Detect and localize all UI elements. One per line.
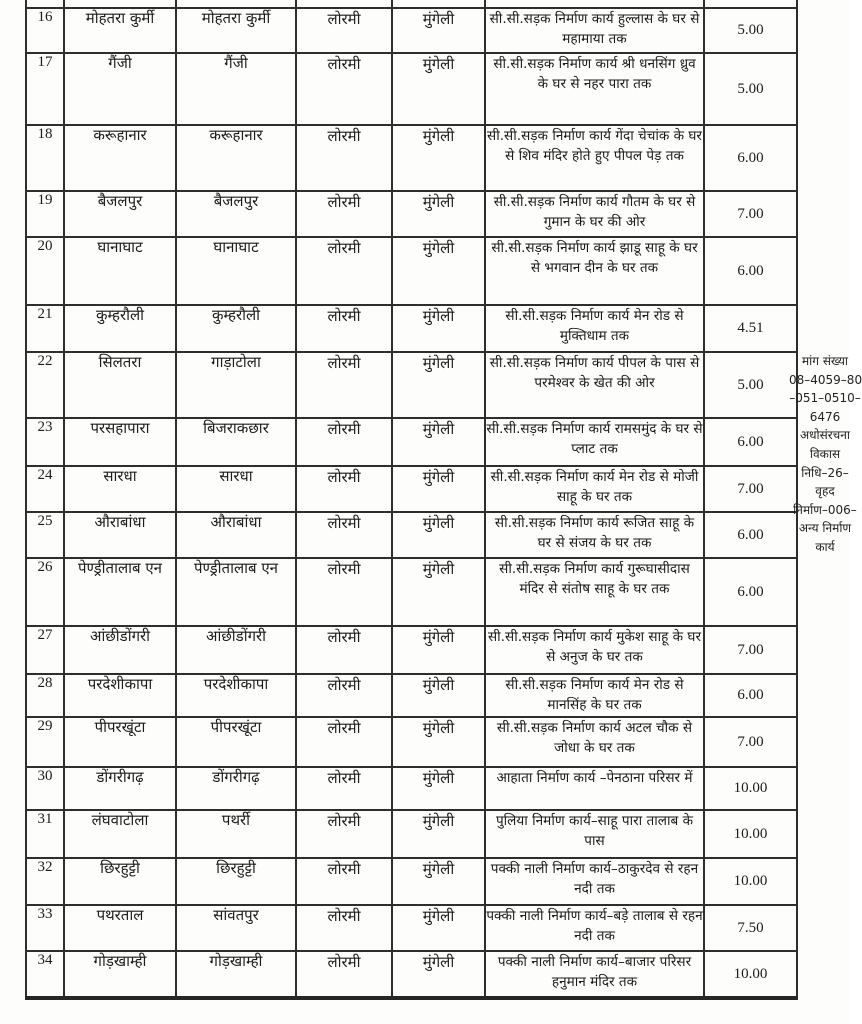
table-row — [26, 8, 797, 53]
village-name-cell: गाड़ाटोला — [176, 352, 296, 418]
previous-row-fragment — [26, 0, 797, 8]
block-cell: लोरमी — [296, 466, 392, 512]
work-description-cell: पक्की नाली निर्माण कार्य–बड़े तालाब से रहन नदी तक — [485, 905, 704, 951]
district-cell: मुंगेली — [392, 767, 485, 810]
table-row — [26, 951, 797, 998]
work-description-cell: सी.सी.सड़क निर्माण कार्य मेन रोड से मोजी साहू के घर तक — [485, 466, 704, 512]
table-row — [26, 237, 797, 305]
block-cell: लोरमी — [296, 418, 392, 466]
block-cell: लोरमी — [296, 237, 392, 305]
panchayat-name-cell: गोड़खाम्ही — [64, 951, 176, 998]
budget-head-note-line: विकास — [809, 446, 841, 461]
district-cell: मुंगेली — [392, 305, 485, 352]
table-row — [26, 674, 797, 717]
district-cell: मुंगेली — [392, 418, 485, 466]
block-cell: लोरमी — [296, 558, 392, 626]
serial-number-cell: 30 — [26, 767, 64, 810]
panchayat-name-cell: परसहापारा — [64, 418, 176, 466]
work-description-cell: सी.सी.सड़क निर्माण कार्य मेन रोड से मुक्तिधाम तक — [485, 305, 704, 352]
district-cell: मुंगेली — [392, 674, 485, 717]
serial-number-cell: 20 — [26, 237, 64, 305]
panchayat-name-cell: छिरहुट्टी — [64, 858, 176, 905]
table-row — [26, 418, 797, 466]
block-cell: लोरमी — [296, 810, 392, 858]
serial-number-cell: 21 — [26, 305, 64, 352]
serial-number-cell: 17 — [26, 53, 64, 125]
amount-cell: 6.00 — [704, 674, 797, 717]
serial-number-cell: 18 — [26, 125, 64, 191]
panchayat-name-cell: डोंगरीगढ़ — [64, 767, 176, 810]
serial-number-cell: 32 — [26, 858, 64, 905]
village-name-cell: बिजराकछार — [176, 418, 296, 466]
budget-head-note-line: मांग संख्या — [801, 354, 849, 368]
budget-head-note-line: कार्य — [815, 539, 835, 554]
block-cell: लोरमी — [296, 905, 392, 951]
block-cell: लोरमी — [296, 53, 392, 125]
village-name-cell: कुम्हरौली — [176, 305, 296, 352]
block-cell: लोरमी — [296, 858, 392, 905]
panchayat-name-cell: गैंजी — [64, 53, 176, 125]
panchayat-name-cell: आंछीडोंगरी — [64, 626, 176, 674]
panchayat-name-cell: पेण्ड्रीतालाब एन — [64, 558, 176, 626]
serial-number-cell: 26 — [26, 558, 64, 626]
works-table-body — [26, 0, 797, 998]
work-description-cell: आहाता निर्माण कार्य –पेनठाना परिसर में — [485, 767, 704, 810]
block-cell: लोरमी — [296, 626, 392, 674]
village-name-cell: गैंजी — [176, 53, 296, 125]
block-cell: लोरमी — [296, 674, 392, 717]
district-cell: मुंगेली — [392, 53, 485, 125]
serial-number-cell: 33 — [26, 905, 64, 951]
panchayat-name-cell: सिलतरा — [64, 352, 176, 418]
table-row — [26, 858, 797, 905]
previous-row-fragment-cell — [704, 0, 797, 8]
work-description-cell: सी.सी.सड़क निर्माण कार्य अटल चौक से जोधा के घर तक — [485, 717, 704, 767]
block-cell: लोरमी — [296, 125, 392, 191]
block-cell: लोरमी — [296, 512, 392, 558]
amount-cell: 6.00 — [704, 237, 797, 305]
block-cell: लोरमी — [296, 717, 392, 767]
panchayat-name-cell: कुम्हरौली — [64, 305, 176, 352]
village-name-cell: करूहानार — [176, 125, 296, 191]
serial-number-cell: 25 — [26, 512, 64, 558]
district-cell: मुंगेली — [392, 558, 485, 626]
amount-cell: 10.00 — [704, 951, 797, 998]
amount-cell: 10.00 — [704, 767, 797, 810]
serial-number-cell: 16 — [26, 8, 64, 53]
work-description-cell: पुलिया निर्माण कार्य–साहू पारा तालाब के पास — [485, 810, 704, 858]
panchayat-name-cell: लंघवाटोला — [64, 810, 176, 858]
table-row — [26, 626, 797, 674]
table-row — [26, 352, 797, 418]
serial-number-cell: 19 — [26, 191, 64, 237]
district-cell: मुंगेली — [392, 626, 485, 674]
district-cell: मुंगेली — [392, 858, 485, 905]
work-description-cell: सी.सी.सड़क निर्माण कार्य रामसमुंद के घर से प्लाट तक — [485, 418, 704, 466]
village-name-cell: बैजलपुर — [176, 191, 296, 237]
amount-cell: 5.00 — [704, 352, 797, 418]
village-name-cell: छिरहुट्टी — [176, 858, 296, 905]
serial-number-cell: 34 — [26, 951, 64, 998]
block-cell: लोरमी — [296, 767, 392, 810]
village-name-cell: गोड़खाम्ही — [176, 951, 296, 998]
village-name-cell: आंछीडोंगरी — [176, 626, 296, 674]
table-row — [26, 53, 797, 125]
panchayat-name-cell: सारधा — [64, 466, 176, 512]
panchayat-name-cell: मोहतरा कुर्मी — [64, 8, 176, 53]
previous-row-fragment-cell — [392, 0, 485, 8]
village-name-cell: घानाघाट — [176, 237, 296, 305]
work-description-cell: सी.सी.सड़क निर्माण कार्य मेन रोड से मानसिंह के घर तक — [485, 674, 704, 717]
budget-head-note-line: वृहद — [815, 484, 835, 499]
district-cell: मुंगेली — [392, 905, 485, 951]
amount-cell: 10.00 — [704, 858, 797, 905]
district-cell: मुंगेली — [392, 125, 485, 191]
serial-number-cell: 23 — [26, 418, 64, 466]
table-row — [26, 125, 797, 191]
budget-head-note-line: –051–0510– — [789, 391, 861, 406]
village-name-cell: मोहतरा कुर्मी — [176, 8, 296, 53]
block-cell: लोरमी — [296, 305, 392, 352]
district-cell: मुंगेली — [392, 810, 485, 858]
serial-number-cell: 29 — [26, 717, 64, 767]
serial-number-cell: 27 — [26, 626, 64, 674]
works-table — [25, 0, 798, 1000]
table-row — [26, 466, 797, 512]
table-row — [26, 558, 797, 626]
amount-cell: 7.00 — [704, 466, 797, 512]
table-row — [26, 512, 797, 558]
budget-head-note-line: अन्य निर्माण — [798, 521, 852, 536]
work-description-cell: पक्की नाली निर्माण कार्य–बाजार परिसर हनुमान मंदिर तक — [485, 951, 704, 998]
amount-cell: 6.00 — [704, 558, 797, 626]
serial-number-cell: 22 — [26, 352, 64, 418]
block-cell: लोरमी — [296, 8, 392, 53]
district-cell: मुंगेली — [392, 352, 485, 418]
amount-cell: 6.00 — [704, 512, 797, 558]
work-description-cell: सी.सी.सड़क निर्माण कार्य पीपल के पास से परमेश्वर के खेत की ओर — [485, 352, 704, 418]
previous-row-fragment-cell — [26, 0, 64, 8]
panchayat-name-cell: घानाघाट — [64, 237, 176, 305]
serial-number-cell: 31 — [26, 810, 64, 858]
serial-number-cell: 24 — [26, 466, 64, 512]
district-cell: मुंगेली — [392, 191, 485, 237]
table-row — [26, 810, 797, 858]
district-cell: मुंगेली — [392, 512, 485, 558]
amount-cell: 7.00 — [704, 626, 797, 674]
previous-row-fragment-cell — [296, 0, 392, 8]
panchayat-name-cell: औराबांधा — [64, 512, 176, 558]
work-description-cell: सी.सी.सड़क निर्माण कार्य गेंदा चेचांक के घर से शिव मंदिर होते हुए पीपल पेड़ तक — [485, 125, 704, 191]
table-row — [26, 767, 797, 810]
amount-cell: 10.00 — [704, 810, 797, 858]
panchayat-name-cell: परदेशीकापा — [64, 674, 176, 717]
amount-cell: 6.00 — [704, 418, 797, 466]
amount-cell: 6.00 — [704, 125, 797, 191]
previous-row-fragment-cell — [485, 0, 704, 8]
work-description-cell: सी.सी.सड़क निर्माण कार्य हुल्लास के घर से महामाया तक — [485, 8, 704, 53]
amount-cell: 4.51 — [704, 305, 797, 352]
work-description-cell: सी.सी.सड़क निर्माण कार्य मुकेश साहू के घर से अनुज के घर तक — [485, 626, 704, 674]
district-cell: मुंगेली — [392, 237, 485, 305]
work-description-cell: सी.सी.सड़क निर्माण कार्य गुरूघासीदास मंदिर से संतोष साहू के घर तक — [485, 558, 704, 626]
village-name-cell: डोंगरीगढ़ — [176, 767, 296, 810]
work-description-cell: सी.सी.सड़क निर्माण कार्य गौतम के घर से गुमान के घर की ओर — [485, 191, 704, 237]
amount-cell: 7.50 — [704, 905, 797, 951]
budget-head-note — [789, 352, 861, 557]
budget-head-note-line: निधि–26– — [801, 465, 849, 480]
village-name-cell: सारधा — [176, 466, 296, 512]
table-row — [26, 717, 797, 767]
block-cell: लोरमी — [296, 191, 392, 237]
block-cell: लोरमी — [296, 951, 392, 998]
district-cell: मुंगेली — [392, 717, 485, 767]
budget-head-note-line: 08–4059–80 — [789, 372, 862, 387]
village-name-cell: पीपरखूंटा — [176, 717, 296, 767]
district-cell: मुंगेली — [392, 466, 485, 512]
table-row — [26, 191, 797, 237]
budget-head-note-line: अधोसंरचना — [799, 428, 851, 443]
table-row — [26, 905, 797, 951]
work-description-cell: सी.सी.सड़क निर्माण कार्य श्री धनसिंग ध्रुव के घर से नहर पारा तक — [485, 53, 704, 125]
serial-number-cell: 28 — [26, 674, 64, 717]
panchayat-name-cell: बैजलपुर — [64, 191, 176, 237]
village-name-cell: सांवतपुर — [176, 905, 296, 951]
panchayat-name-cell: पथरताल — [64, 905, 176, 951]
village-name-cell: पथर्री — [176, 810, 296, 858]
work-description-cell: सी.सी.सड़क निर्माण कार्य झाडू साहू के घर से भगवान दीन के घर तक — [485, 237, 704, 305]
table-row — [26, 305, 797, 352]
village-name-cell: पेण्ड्रीतालाब एन — [176, 558, 296, 626]
work-description-cell: पक्की नाली निर्माण कार्य–ठाकुरदेव से रहन नदी तक — [485, 858, 704, 905]
village-name-cell: औराबांधा — [176, 512, 296, 558]
block-cell: लोरमी — [296, 352, 392, 418]
panchayat-name-cell: पीपरखूंटा — [64, 717, 176, 767]
budget-head-note-line: 6476 — [809, 409, 841, 424]
budget-head-note-line: निर्माण–006– — [793, 502, 857, 517]
district-cell: मुंगेली — [392, 8, 485, 53]
district-cell: मुंगेली — [392, 951, 485, 998]
village-name-cell: परदेशीकापा — [176, 674, 296, 717]
amount-cell: 5.00 — [704, 53, 797, 125]
amount-cell: 7.00 — [704, 191, 797, 237]
amount-cell: 5.00 — [704, 8, 797, 53]
previous-row-fragment-cell — [176, 0, 296, 8]
work-description-cell: सी.सी.सड़क निर्माण कार्य रूजित साहू के घर से संजय के घर तक — [485, 512, 704, 558]
amount-cell: 7.00 — [704, 717, 797, 767]
panchayat-name-cell: करूहानार — [64, 125, 176, 191]
previous-row-fragment-cell — [64, 0, 176, 8]
